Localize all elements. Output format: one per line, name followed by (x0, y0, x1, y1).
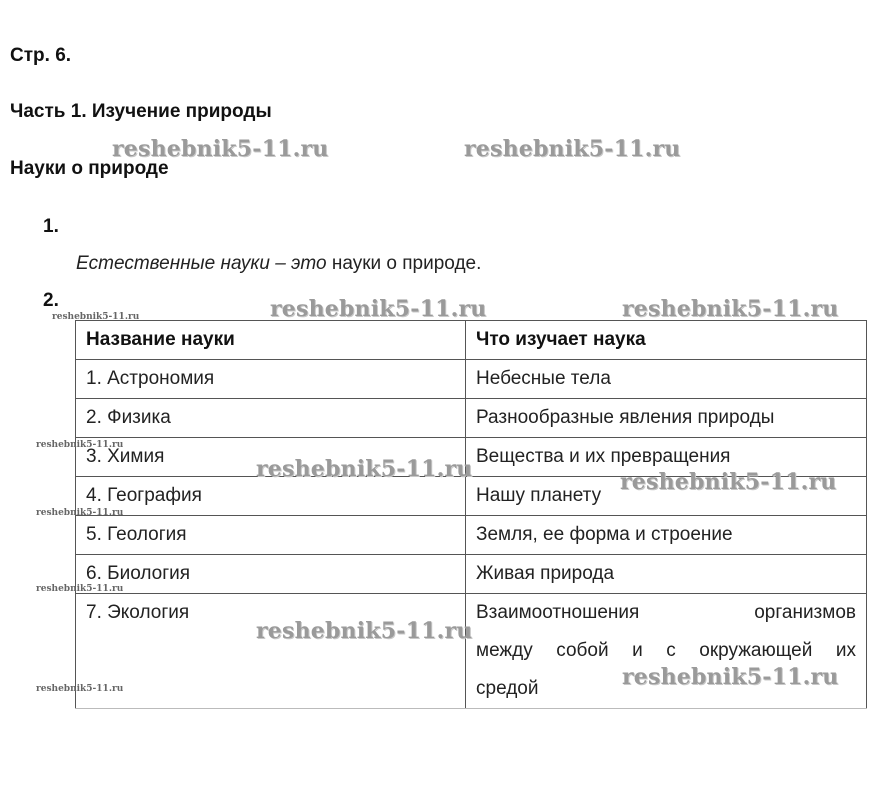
science-subject (466, 594, 867, 709)
answer-rest: науки о природе. (326, 253, 482, 274)
watermark-small: reshebnik5-11.ru (36, 584, 124, 594)
watermark: reshebnik5-11.ru (622, 664, 839, 690)
task-1-number: 1. (43, 216, 59, 237)
task-2-number: 2. (43, 290, 59, 311)
science-name: 6. Биология (76, 555, 466, 594)
watermark: reshebnik5-11.ru (464, 136, 681, 162)
science-subject: Нашу планету (466, 477, 867, 516)
watermark: reshebnik5-11.ru (622, 296, 839, 322)
science-name: 4. География (76, 477, 466, 516)
science-name: 1. Астрономия (76, 360, 466, 399)
part-title: Часть 1. Изучение природы (10, 101, 272, 122)
page-reference: Стр. 6. (10, 45, 72, 66)
watermark: reshebnik5-11.ru (270, 296, 487, 322)
header-science-name: Название науки (76, 321, 466, 360)
watermark-small: reshebnik5-11.ru (52, 312, 140, 322)
table-row (76, 516, 867, 555)
watermark-small: reshebnik5-11.ru (36, 508, 124, 518)
watermark: reshebnik5-11.ru (256, 618, 473, 644)
science-name: 5. Геология (76, 516, 466, 555)
watermark-small: reshebnik5-11.ru (36, 684, 124, 694)
watermark: reshebnik5-11.ru (620, 469, 837, 495)
task-1-answer (76, 253, 481, 275)
table-header-row (76, 321, 867, 360)
sciences-table (75, 320, 867, 709)
subject-line-1: Взаимоотношения организмов (476, 602, 856, 623)
science-subject: Земля, ее форма и строение (466, 516, 867, 555)
answer-dash: – (269, 253, 292, 274)
watermark-small: reshebnik5-11.ru (36, 440, 124, 450)
table-row (76, 555, 867, 594)
subject-line-2: между собой и с окружающей их (476, 640, 856, 661)
table-row (76, 594, 867, 709)
science-name: 7. Экология (76, 594, 466, 709)
table-row (76, 438, 867, 477)
science-subject: Небесные тела (466, 360, 867, 399)
table-row (76, 477, 867, 516)
science-name: 2. Физика (76, 399, 466, 438)
table-row (76, 399, 867, 438)
watermark: reshebnik5-11.ru (256, 456, 473, 482)
watermark: reshebnik5-11.ru (112, 136, 329, 162)
answer-term: Естественные науки (76, 253, 270, 274)
answer-is-word: это (291, 253, 327, 274)
science-subject: Вещества и их превращения (466, 438, 867, 477)
science-subject: Разнообразные явления природы (466, 399, 867, 438)
science-name: 3. Химия (76, 438, 466, 477)
header-science-studies: Что изучает наука (466, 321, 867, 360)
section-title: Науки о природе (10, 158, 169, 179)
table-row (76, 360, 867, 399)
science-subject: Живая природа (466, 555, 867, 594)
subject-line-3: средой (476, 678, 539, 699)
